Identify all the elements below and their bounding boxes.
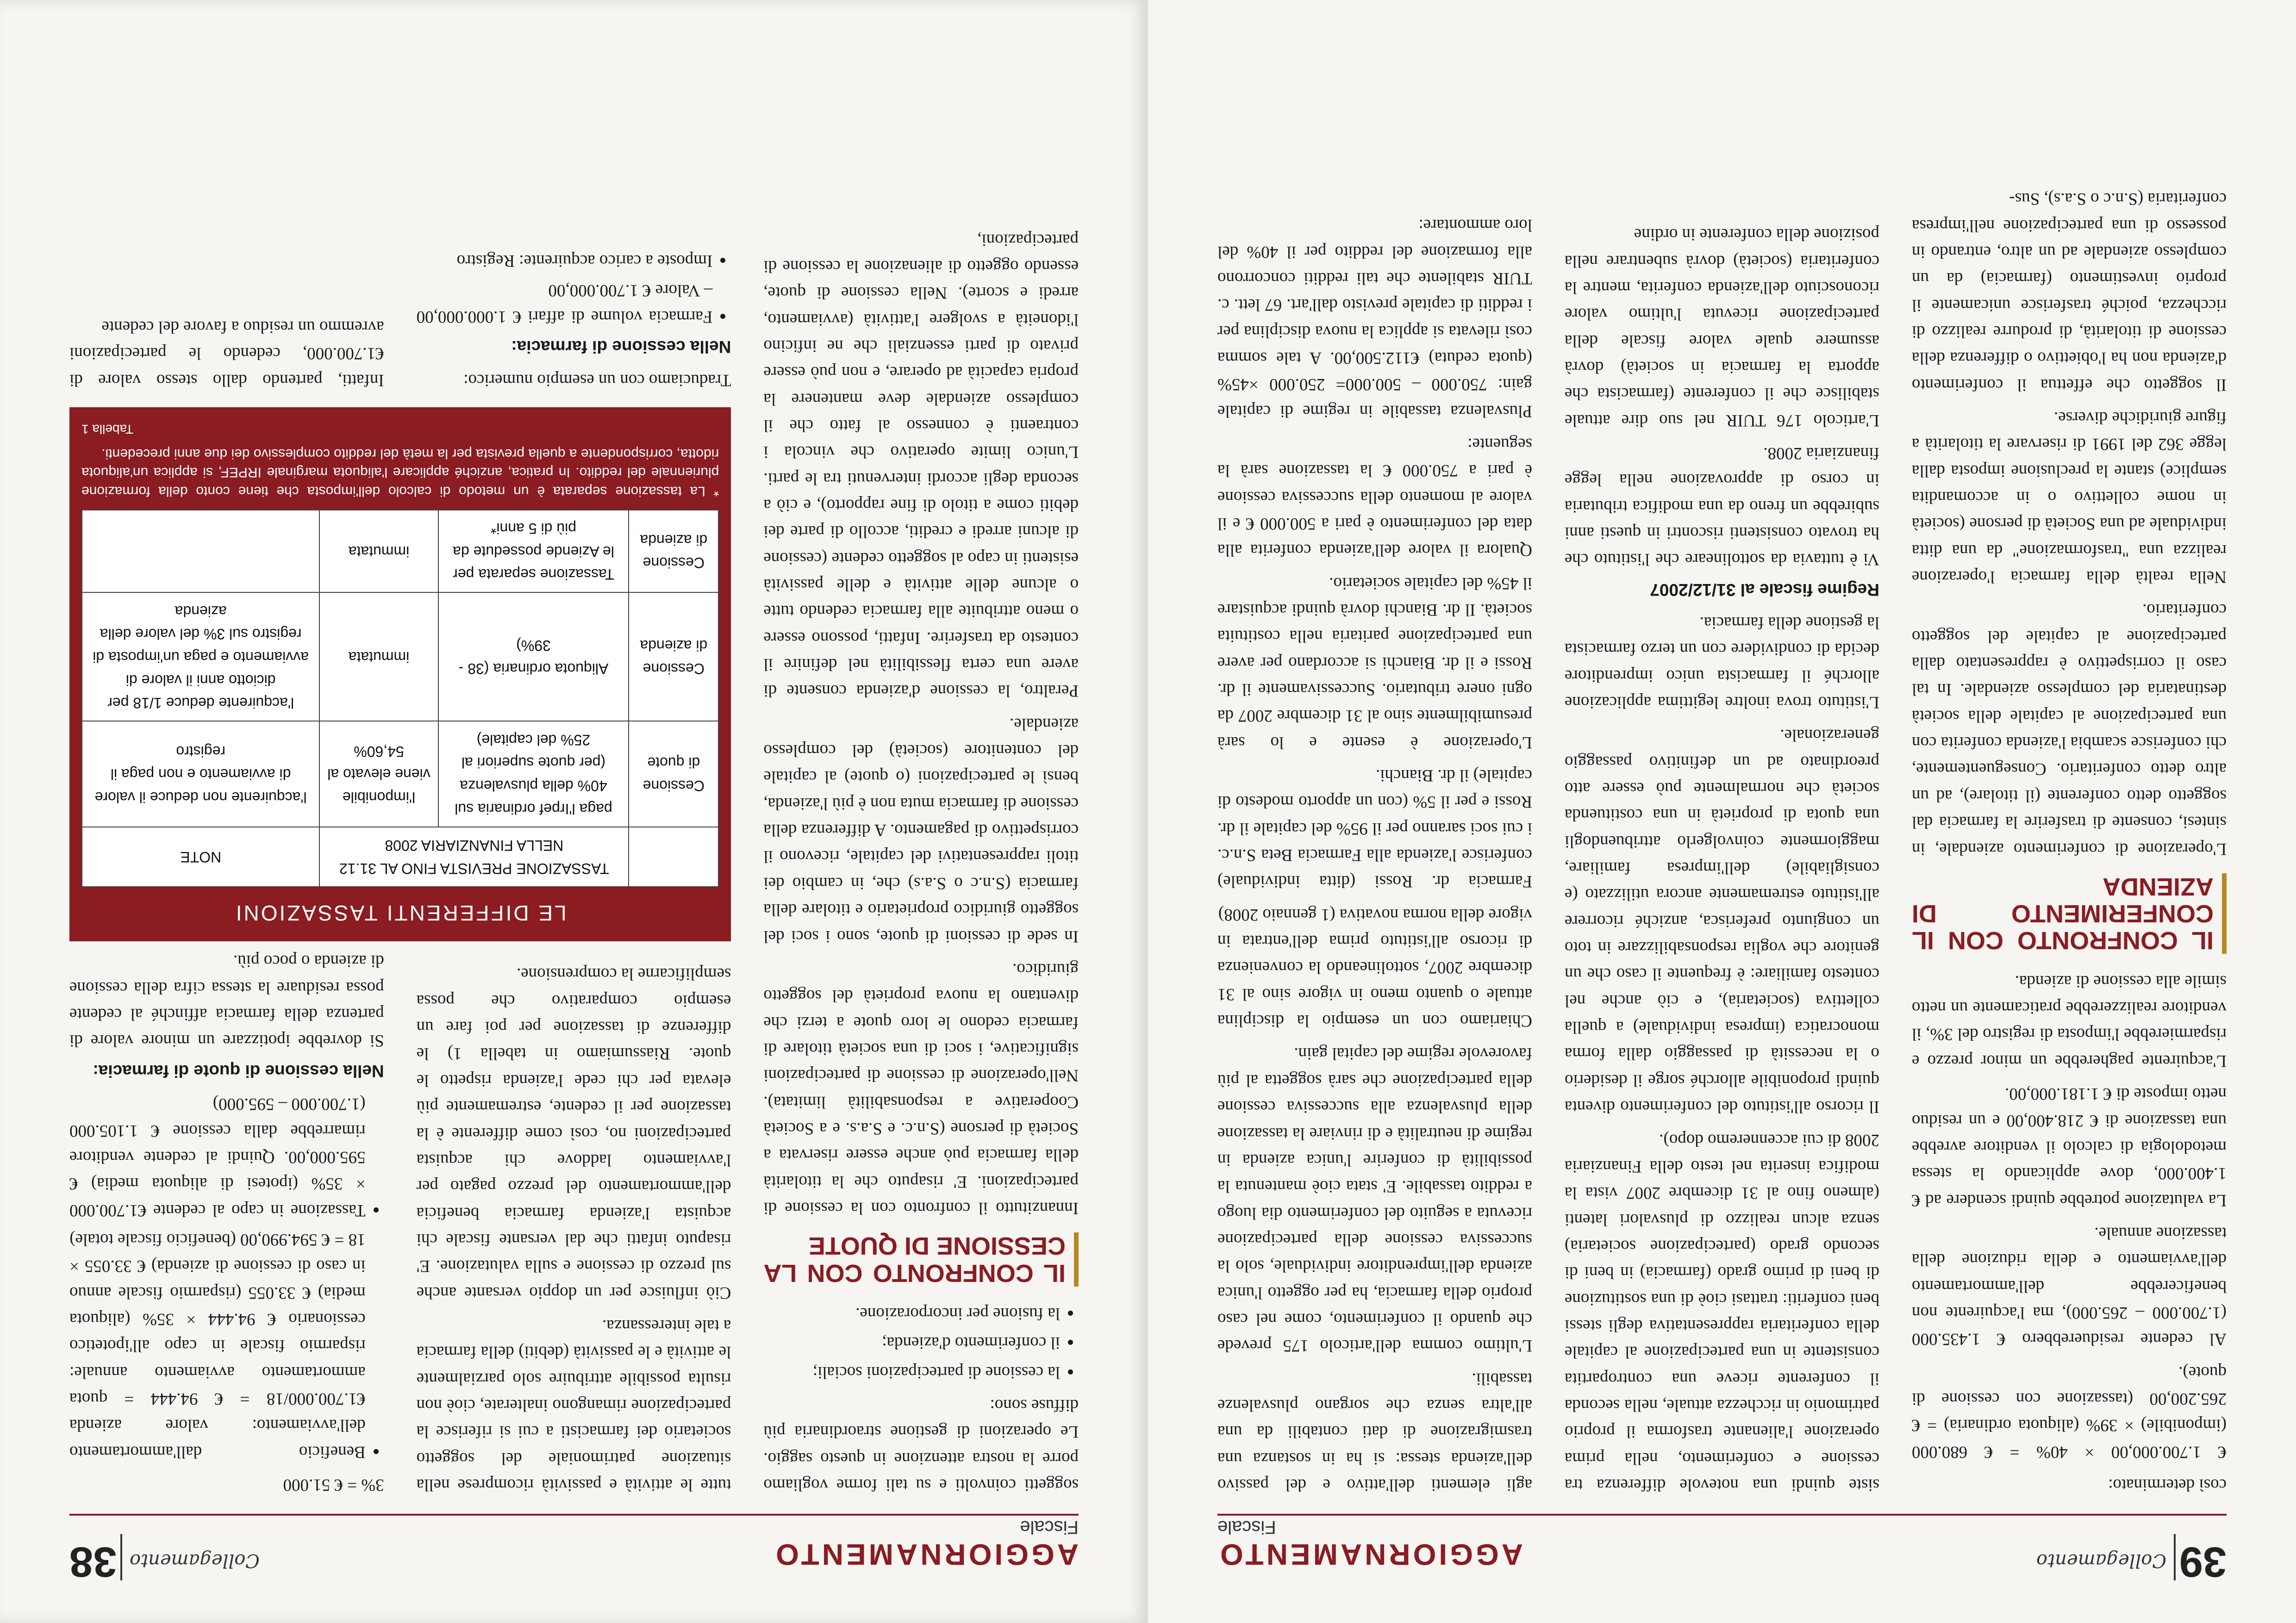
table-header: NOTE (82, 827, 319, 887)
page-header (69, 1517, 1079, 1595)
section-title (1217, 1517, 1523, 1572)
table-title: LE DIFFERENTI TASSAZIONI (234, 901, 567, 926)
bullet-list (417, 248, 731, 330)
page-number: 38 (69, 1538, 117, 1586)
paragraph: L'operazione è esente e lo sarà presumibilmente sino al 31 dicembre 2007 da ogni onere tributario. Successivamente il dr. Rossi e il dr. Bianchi si accordano per avere una partecipazione paritaria nella costituita società. Il dr. Bianchi dovrà quindi acquistare il 45% del capitale societario. (1217, 573, 1532, 752)
table-row (82, 592, 718, 721)
header-rule (1217, 1514, 2227, 1516)
magazine-logo: Collegamento (130, 1550, 260, 1571)
subheading: Regime fiscale al 31/12/2007 (1650, 580, 1879, 599)
paragraph: così determinato: (2108, 1475, 2227, 1494)
bullet-list (69, 1091, 384, 1465)
bullet-list (763, 1300, 1079, 1386)
paragraph: 3% = € 51.000 (283, 1475, 384, 1494)
table-footnote: * La tassazione separata è un metodo di calcolo dell'imposta che tiene conto della formazione pluriennale del reddito. In pratica, anziché applicare l'aliquota marginale IRPEF, si applica un'aliquota ridotta, corrispondente a quella prevista per la metà del reddito complessivo dei due anni precedenti. (81, 446, 719, 499)
page-39 (1148, 0, 2296, 1623)
tax-table (81, 510, 719, 887)
paragraph: Infatti, partendo dallo stesso valore di €1.700.000, cedendo le partecipazioni avremmo un residuo a favore del cedente (69, 317, 384, 390)
paragraph: Farmacia dr. Rossi (ditta individuale) conferisce l'azienda alla Farmacia Beta S.n.c. i cui soci saranno per il 95% del capitale il dr. Rossi e per il 5% (con un apporto modesto di capitale) il dr. Bianchi. (1217, 766, 1532, 891)
table-cell: immutata (319, 592, 438, 721)
table-cell (82, 510, 319, 593)
paragraph: Traduciamo con un esempio numerico: (463, 370, 731, 390)
list-item: • Imposte a carico acquirente: Registro (417, 248, 713, 274)
table-header: TASSAZIONE PREVISTA FINO AL 31.12 NELLA FINANZIARIA 2008 (319, 827, 629, 887)
header-divider (120, 1534, 122, 1580)
paragraph: Il ricorso all'istituto del conferimento diventa quindi proponibile allorché sorge il desiderio o la necessità di passaggio dalla forma monocratica (impresa individuale) a quella collettiva (societaria), e ciò anche nel contesto familiare: è frequente il caso che un genitore che voglia responsabilizzare in toto un congiunto preferisca, anziché ricorrere all'istituto estremamente ancora utilizzato (e consigliabile) dell'impresa familiare, maggiormente coinvolgerlo attribuendogli una quota di proprietà in una costituenda società che normalmente può essere atto preordinato ad un definitivo passaggio generazionale. (1565, 726, 1879, 1117)
paragraph: € 1.700.000,00 × 40% = € 680.000 (imponibile) × 39% (aliquota ordinaria) = € 265.200,00 (tassazione con cessione di quote). (1912, 1362, 2227, 1461)
column-3 (1217, 65, 1532, 1498)
list-item: • Tassazione in capo al cedente €1.700.000 × 35% (ipotesi di aliquota media) € 595.000,00. Quindi al cedente venditore rimarrebbe dalla cessione € 1.105.000 (1.700.000 – 595.000) (69, 1091, 366, 1224)
paragraph: L'ultimo comma dell'articolo 175 prevede che quando il conferimento, come nel caso proprio della farmacia, ha per oggetto l'unica azienda dell'imprenditore individuale, solo la successiva cessione della partecipazione ricevuta a seguito del conferimento dia luogo a reddito tassabile. E' stata cioè mantenuta la possibilità di conferire l'unica azienda in regime di neutralità e di rinviare la tassazione della plusvalenza alla successiva cessione della partecipazione che sarà soggetta al più favorevole regime del capital gain. (1217, 1044, 1532, 1356)
paragraph: Ciò influisce per un doppio versante anche sul prezzo di cessione e sulla valutazione. E' risaputo infatti che dal versante fiscale chi acquista l'azienda farmacia beneficia dell'ammortamento del prezzo pagato per l'avviamento laddove chi acquista partecipazioni no, così come differente è la tassazione per il cedente, estremamente più elevata per chi cede l'azienda rispetto le quote. Riassumiamo in tabella 1) le differenze di tassazione per poi fare un esempio comparativo che possa semplificarne la comprensione. (416, 964, 731, 1302)
table-cell: l'imponibile viene elevato al 54,60% (319, 721, 438, 827)
paragraph: Si dovrebbe ipotizzare un minore valore di partenza della farmacia affinché al cedente possa residuare la stessa cifra della cessione di azienda o poco più. (69, 951, 384, 1051)
table-cell: Cessione di azienda (629, 592, 718, 721)
table-cell: immutata (319, 510, 438, 593)
section-heading: IL CONFRONTO CON LA CESSIONE DI QUOTE (763, 1232, 1079, 1287)
table-row (82, 721, 718, 827)
paragraph: Innanzitutto il confronto con la cessione di partecipazioni. E' risaputo che la titolarità della farmacia può anche essere riservata a Società di persone (S.n.c. e S.a.s. e a Società Cooperative a responsabilità limitata). Nell'operazione di cessione di partecipazioni significative, i soci di una società titolare di farmacia cedono le loro quote a terzi che diventano la nuova proprietà del soggetto giuridico. (763, 959, 1079, 1218)
section-name: AGGIORNAMENTO (773, 1538, 1079, 1571)
header-divider (2174, 1534, 2176, 1580)
table-cell: Cessione di azienda (629, 510, 718, 593)
subsection-name: Fiscale (1020, 1517, 1079, 1537)
page-number: 39 (2179, 1538, 2227, 1586)
page-header (1217, 1517, 2227, 1595)
subheading: Nella cessione di farmacia: (511, 337, 731, 357)
subcolumn-d (69, 241, 384, 393)
column-2 (1565, 65, 1879, 1498)
table-1 (69, 407, 731, 942)
subheading: Nella cessione di quote di farmacia: (93, 1061, 384, 1081)
list-item: • il conferimento d'azienda; (763, 1330, 1060, 1356)
list-item: • Beneficio dall'ammortamento dell'avviamento: valore azienda €1.700.000/18 = € 94.444 = quota ammortamento avviamento annuale: risparmio fiscale in capo all'ipotetico cessionario € 94.444 × 35% (aliquota media) € 33.055 (risparmio fiscale annuo in caso di cessione di azienda) € 33.055 × 18 = € 594.990,00 (beneficio fiscale totale) (69, 1226, 366, 1465)
table-cell: l'acquirente deduce 1/18 per diciotto anni il valore di avviamento e paga un'imposta di registro sul 3% del valore della azienda (82, 592, 319, 721)
text-columns (69, 65, 1079, 1498)
list-item: • la fusione per incorporazione. (763, 1300, 1060, 1327)
table-tag: Tabella 1 (81, 422, 134, 437)
paragraph: soggetti coinvolti e su tali forme vogliamo porre la nostra attenzione in questo saggio. Le operazioni di gestione straordinaria più diffuse sono: (763, 1395, 1079, 1494)
subcolumn-b (69, 941, 384, 1498)
subsection-name: Fiscale (1217, 1517, 1276, 1537)
text-columns (1217, 65, 2227, 1498)
paragraph: tutte le attività e passività ricomprese nella situazione patrimoniale del soggetto societario dei farmacisti a cui si riferisce la partecipazione rimangono inalterate, cioè non risulta possibile attribuire solo parzialmente le attività e le passività (debiti) della farmacia a tale interessanza. (416, 1316, 731, 1494)
paragraph: agli elementi dell'attivo e del passivo dell'azienda stessa: si ha in sostanza una trasmigrazione di dati contabili da una all'altra senza che sorgano plusvalenze tassabili. (1217, 1369, 1532, 1494)
table-cell: Tassazione separata per le Aziende possedute da più di 5 anni* (438, 510, 629, 593)
two-subcolumns-lower (69, 241, 731, 393)
paragraph: Il soggetto che effettua il conferimento d'azienda non ha l'obiettivo o differenza della cessione di titolarità, di produrre realizzo di ricchezza, poiché trasferisce unicamente il proprio investimento (farmacia) da un complesso aziendale ad un altro, entrando in possesso di una partecipazione nell'impresa conferitaria (S.n.c o S.a.s), Sus- (1912, 189, 2227, 394)
table-cell: Aliquota ordinaria (38 - 39%) (438, 592, 629, 721)
two-subcolumns (69, 941, 731, 1498)
section-name: AGGIORNAMENTO (1217, 1538, 1523, 1571)
paragraph: L'operazione di conferimento aziendale, in sintesi, consente di trasferire la farmacia dal soggetto detto conferente (il titolare), ad un altro detto conferitario. Conseguentemente, chi conferisce scambia l'azienda conferita con una partecipazione al capitale della società destinataria del complesso aziendale. In tal caso il corrispettivo è rappresentato dalla partecipazione al capitale del soggetto conferitario. (1912, 600, 2227, 858)
section-title (773, 1517, 1079, 1572)
paragraph: Al cedente residuerebbero € 1.435.000 (1.700.000 – 265.000), ma l'acquirente non beneficerebbe dell'ammortamento dell'avviamento e della riduzione della tassazione annuale. (1912, 1223, 2227, 1349)
table-header-row (82, 827, 718, 887)
section-heading: IL CONFRONTO CON IL CONFERIMENTO DI AZIENDA (1912, 873, 2227, 954)
table-cell: paga l'Irpef ordinaria sul 40% della plusvalenza (per quote superiori al 25% del capitale) (438, 721, 629, 827)
list-item: • la cessione di partecipazioni sociali; (763, 1359, 1060, 1385)
header-rule (69, 1514, 1079, 1516)
paragraph: In sede di cessioni di quote, sono i soci del soggetto giuridico proprietario e titolare della farmacia (S.n.c o S.a.s) che, in cambio dei titoli rappresentativi del capitale, ricevono il corrispettivo di pagamento. A differenza della cessione di farmacia muta non è più l'azienda, bensì le partecipazioni (o quote) al capitale del contenitore (società) del complesso aziendale. (763, 714, 1079, 946)
paragraph: L'istituto trova inoltre legittima applicazione allorché il farmacista unico imprenditore decida di condividere con un terzo farmacista la gestione della farmacia. (1565, 613, 1879, 712)
table-header (629, 827, 718, 887)
paragraph: L'articolo 176 TUIR nel suo dire attuale stabilisce che il conferente (farmacista che apporta la farmacia in società) dovrà assumere quale valore fiscale della partecipazione ricevuta l'ultimo valore riconosciuto dell'azienda conferita, mentre la conferitaria (società) dovrà subentrare nella posizione della conferente in ordine (1565, 225, 1879, 430)
paragraph: Chiariamo con un esempio la disciplina attuale o quanto meno in vigore sino al 31 dicembre 2007, sottolineando la convenienza di ricorso all'istituto prima dell'entrata in vigore della norma novativa (1 gennaio 2008) (1217, 905, 1532, 1031)
column-1 (763, 65, 1079, 1498)
subcolumn-c (417, 241, 731, 393)
paragraph: Plusvalenza tassabile in regime di capitale gain: 750.000 – 500.000= 250.000 ×45% (quota ceduta) €112.500,00. A tale somma così rilevata si applica la nuova disciplina per i redditi di capitale previsto dall'art. 67 lett. c. TUIR stabilente che tali redditi concorrono alla formazione del reddito per il 40% del loro ammontare: (1217, 216, 1532, 421)
paragraph: Qualora il valore dell'azienda conferita alla data del conferimento è pari a 500.000 € e il valore al momento della successiva cessione è pari a 750.000 € la tassazione sarà la seguente: (1217, 434, 1532, 560)
subcolumn-a (417, 941, 731, 1498)
paragraph: La valutazione potrebbe quindi scendere ad € 1.400.000, dove applicando la stessa metodologia di calcolo il venditore avrebbe una tassazione di € 218.400,00 e un residuo netto imposte di € 1.181.000,00. (1912, 1084, 2227, 1210)
list-item: • Farmacia volume di affari € 1.000.000,00 – Valore € 1.700.000,00 (417, 277, 713, 330)
column-2-wide (69, 65, 731, 1498)
paragraph: Vi è tuttavia da sottolineare che l'istituto che ha trovato consistenti riscontri in questi anni subirebbe un freno da una modifica tributaria in corso di approvazione nella legge finanziaria 2008. (1565, 443, 1879, 569)
paragraph: siste quindi una notevole differenza tra cessione e conferimento, nella prima operazione l'alienante trasforma il proprio patrimonio in ricchezza attuale, nella seconda il conferente riceve una contropartita consistente in una partecipazione al capitale della conferitaria rappresentativa degli stessi beni conferiti: trattasi cioè di una sostituzione di beni di primo grado (farmacia) in beni di secondo grado (partecipazione societaria) senza alcun realizzo di plusvalori latenti (almeno fino al 31 dicembre 2007 vista la modifica inserita nel testo della Finanziaria 2008 di cui accenneremo dopo). (1565, 1130, 1879, 1494)
table-cell: l'acquirente non deduce il valore di avviamento e non paga il registro (82, 721, 319, 827)
paragraph: Nella realtà della farmacia l'operazione realizza una "trasformazione" da una ditta individuale ad una Società di persone (società in nome collettivo o in accomandita semplice) stante la preclusione imposta dalla legge 362 del 1991 di riservare la titolarità a figure giuridiche diverse. (1912, 408, 2227, 587)
table-cell: Cessione di quote (629, 721, 718, 827)
magazine-logo: Collegamento (2036, 1550, 2166, 1571)
paragraph: L'acquirente pagherebbe un minor prezzo e risparmierebbe l'imposta di registro del 3%, il venditore realizzerebbe praticamente un netto simile alla cessione di azienda. (1912, 971, 2227, 1070)
paragraph: Peraltro, la cessione d'azienda consente di avere una certa flessibilità nel definire il contesto da trasferire. Infatti, possono essere o meno attribuite alla farmacia cedendo tutte o alcune delle attività e delle passività esistenti in capo al soggetto cedente (cessione di alcuni arredi e crediti, accollo di parte dei debiti come a titolo di fine rapporto), e ciò a seconda degli accordi intervenuti tra le parti. L'unico limite operativo che vincola i contraenti è connesso al fatto che il complesso aziendale deve mantenere la propria capacità ad operare, e non può essere privato di parti essenziali che ne inficino l'idoneità a svolgere l'attività (avviamento, arredi e scorte). Nella cessione di quote, essendo oggetto di alienazione la cessione di partecipazioni, (763, 230, 1079, 701)
table-row (82, 510, 718, 593)
column-1 (1912, 65, 2227, 1498)
